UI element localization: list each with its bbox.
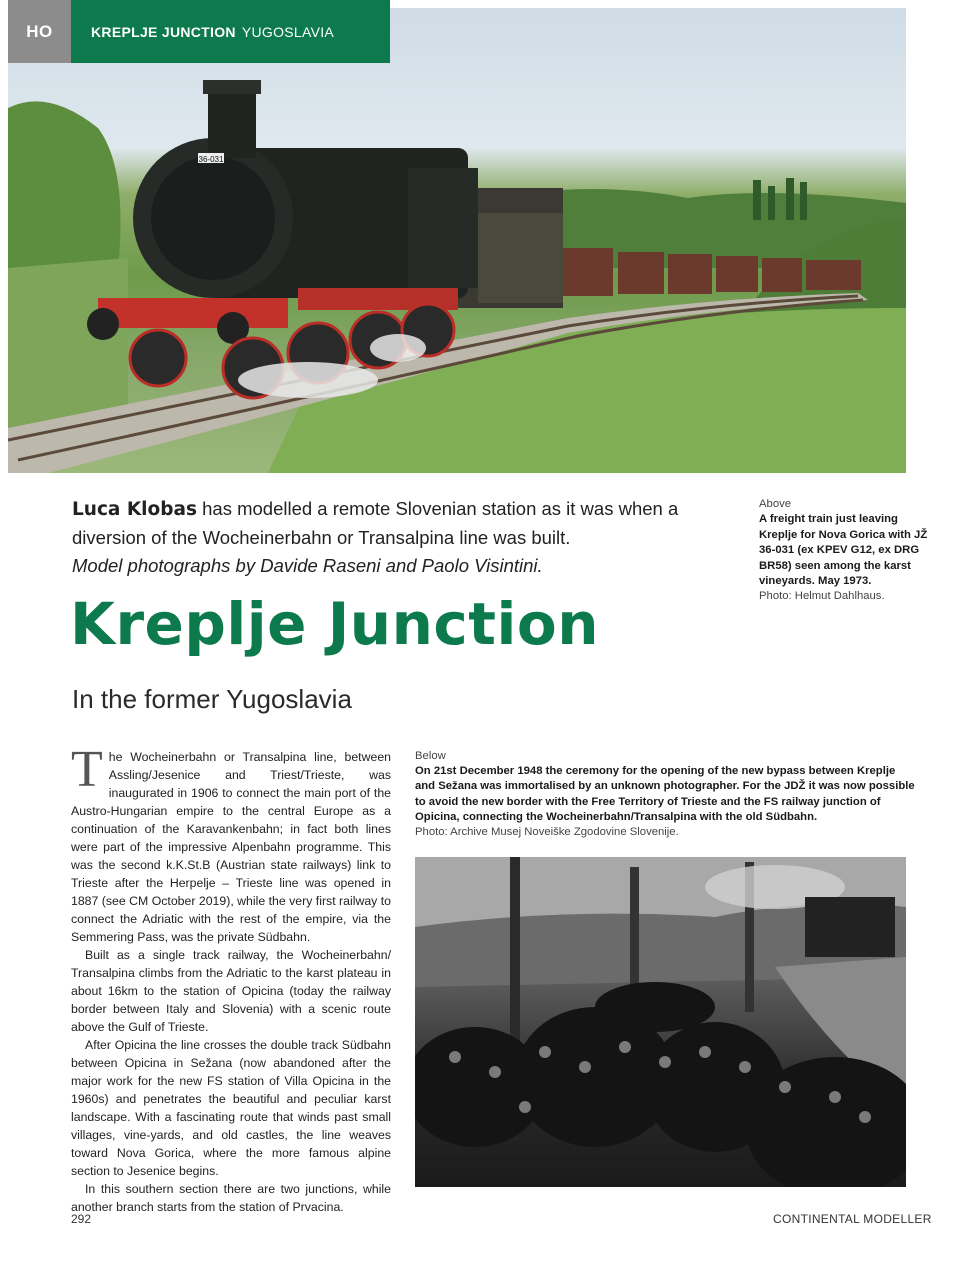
body-paragraph: In this southern section there are two junctions, while another branch starts from the station of Prvacina. — [71, 1182, 391, 1214]
photo-credit: Model photographs by Davide Raseni and Paolo Visintini. — [72, 555, 543, 576]
intro-standfirst — [72, 495, 712, 580]
article-title: Kreplje Junction — [70, 590, 599, 658]
caption-above — [759, 497, 939, 605]
intro-text: has modelled a remote Slovenian station as it was when a diversion of the Wocheinerbahn or Transalpina line was built. — [72, 498, 679, 548]
kicker-title: KREPLJE JUNCTION — [91, 23, 236, 40]
caption-below-photo-credit: Photo: Archive Musej Noveiške Zgodovine Slovenije. — [415, 826, 679, 839]
caption-below-text: On 21st December 1948 the ceremony for the opening of the new bypass between Kreplje and Sežana was immortalised by an unknown photographer. For the JDŽ it was now possible to avoid the new border with the Free Territory of Trieste and the FS railway junction of Opicina, connecting the Wocheinerbahn/Transalpina with the old Südbahn. — [415, 765, 915, 823]
section-tag: HO — [8, 0, 71, 63]
body-paragraph: Built as a single track railway, the Wocheinerbahn/ Transalpina climbs from the Adriatic to the karst plateau in about 16km to the station of Opicina (today the railway border between Italy and Slovenia) with a scenic route above the Gulf of Trieste. — [71, 948, 391, 1034]
kicker-country: YUGOSLAVIA — [241, 23, 335, 40]
crowd-illustration — [415, 857, 906, 1187]
freight-train-illustration — [8, 8, 906, 473]
caption-below — [415, 749, 915, 840]
section-banner — [8, 0, 390, 63]
caption-above-photo-credit: Photo: Helmut Dahlhaus. — [759, 590, 885, 603]
article-body — [71, 741, 391, 1216]
hero-photo — [8, 8, 906, 473]
article-subtitle: In the former Yugoslavia — [72, 684, 352, 714]
body-paragraph: The Wocheinerbahn or Transalpina line, between Assling/Jesenice and Triest/Trieste, was inaugurated in 1906 to connect the main port of the Austro-Hungarian empire to the central Europe as a continuation of the Karavankenbahn; in fact both lines were part of the impressive Alpenbahn programme. This was the second k.K.St.B (Austrian state railways) link to Trieste after the Herpelje – Trieste line was opened in 1887 (see CM October 2019), while the very first railway to connect the Adriatic with the rest of the empire, via the Semmering Pass, was the private Südbahn. — [71, 741, 391, 944]
ceremony-photo — [415, 857, 906, 1187]
caption-below-label: Below — [415, 750, 446, 762]
article-kicker — [91, 24, 334, 40]
caption-above-label: Above — [759, 498, 792, 510]
page-number: 292 — [71, 1212, 92, 1226]
caption-above-text: A freight train just leaving Kreplje for Nova Gorica with JŽ 36-031 (ex KPEV G12, ex DRG BR58) seen among the karst vineyards. May 1973. — [759, 513, 928, 588]
drop-cap: T — [71, 741, 103, 798]
author-name: Luca Klobas — [72, 499, 197, 520]
locomotive-number: 36-031 — [198, 155, 224, 164]
magazine-name: CONTINENTAL MODELLER — [773, 1212, 932, 1226]
body-paragraph: After Opicina the line crosses the double track Südbahn between Opicina in Sežana (now abandoned after the major work for the new FS station of Villa Opicina in the 1960s) and penetrates the beautiful and peculiar karst landscape. With a fascinating route that winds past small villages, vine-yards, and old castles, the line weaves toward Nova Gorica, where the more famous alpine section to Jesenice begins. — [71, 1038, 391, 1178]
